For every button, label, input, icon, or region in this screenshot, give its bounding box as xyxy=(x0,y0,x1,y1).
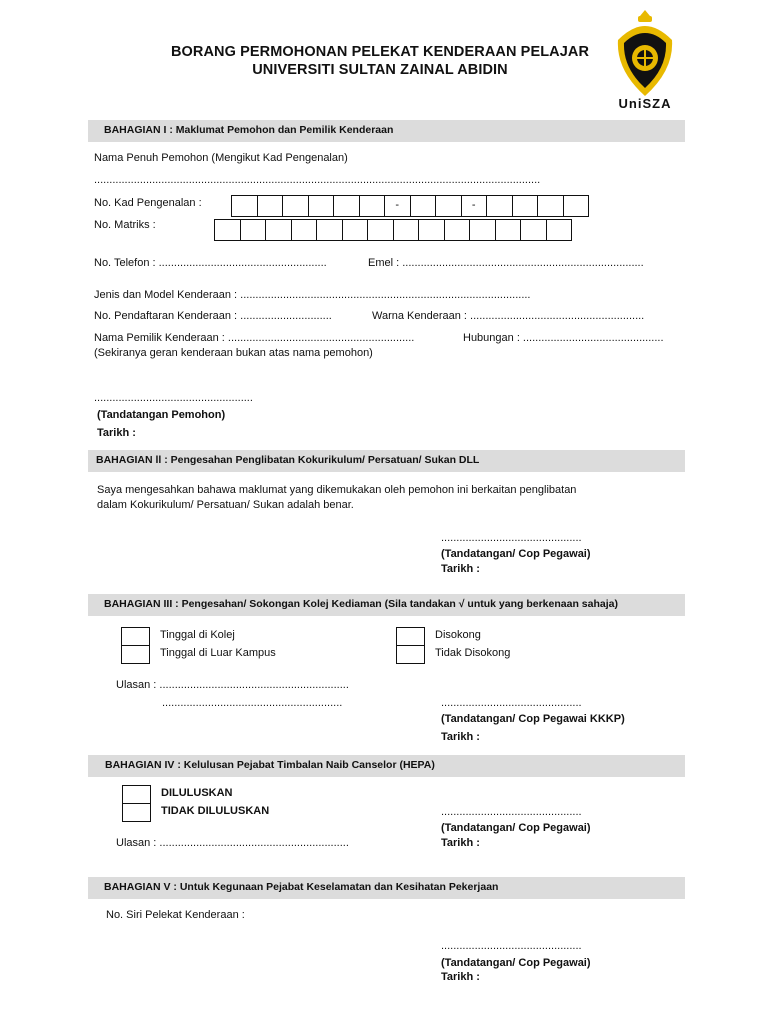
option-not-supported: Tidak Disokong xyxy=(435,647,511,659)
section3-signature-label: (Tandatangan/ Cop Pegawai KKKP) xyxy=(441,713,625,725)
matric-cell[interactable] xyxy=(445,220,471,240)
owner-note: (Sekiranya geran kenderaan bukan atas nama pemohon) xyxy=(94,347,373,359)
section4-remarks-field[interactable]: Ulasan : .............................................................. xyxy=(116,837,349,849)
section2-header xyxy=(88,450,685,472)
matric-cell[interactable] xyxy=(547,220,572,240)
ic-cell[interactable] xyxy=(538,196,564,216)
ic-dash: - xyxy=(385,196,411,216)
rejected-checkbox[interactable] xyxy=(123,804,150,821)
email-field[interactable]: Emel : ............................................................................... xyxy=(368,257,644,269)
ic-cell[interactable] xyxy=(513,196,539,216)
ic-cell[interactable] xyxy=(258,196,284,216)
form-title-line2: UNIVERSITI SULTAN ZAINAL ABIDIN xyxy=(252,62,508,78)
section3-remarks-line2[interactable]: ........................................................... xyxy=(162,697,343,709)
section3-signature-line[interactable]: .............................................. xyxy=(441,697,582,709)
section4-header xyxy=(88,755,685,777)
registration-field[interactable]: No. Pendaftaran Kenderaan : .............................. xyxy=(94,310,332,322)
ic-cell[interactable] xyxy=(334,196,360,216)
matric-cell[interactable] xyxy=(368,220,394,240)
matric-cell[interactable] xyxy=(496,220,522,240)
sticker-serial-label: No. Siri Pelekat Kenderaan : xyxy=(106,909,245,921)
section4-heading: BAHAGIAN IV : Kelulusan Pejabat Timbalan Naib Canselor (HEPA) xyxy=(105,759,435,771)
section3-heading: BAHAGIAN III : Pengesahan/ Sokongan Kolej Kediaman (Sila tandakan √ untuk yang berkenaan sahaja) xyxy=(104,598,618,610)
support-checkbox-group xyxy=(396,627,425,664)
matric-cell[interactable] xyxy=(419,220,445,240)
ic-cell[interactable] xyxy=(487,196,513,216)
ic-cell[interactable] xyxy=(309,196,335,216)
section2-signature-label: (Tandatangan/ Cop Pegawai) xyxy=(441,548,591,560)
option-rejected: TIDAK DILULUSKAN xyxy=(161,805,270,817)
colour-field[interactable]: Warna Kenderaan : ......................................................... xyxy=(372,310,645,322)
option-approved: DILULUSKAN xyxy=(161,787,233,799)
matric-number-grid[interactable] xyxy=(214,219,572,241)
option-supported: Disokong xyxy=(435,629,481,641)
option-outside-campus: Tinggal di Luar Kampus xyxy=(160,647,276,659)
full-name-field[interactable]: .................................................................................................................................................. xyxy=(94,174,541,186)
form-title-line1: BORANG PERMOHONAN PELEKAT KENDERAAN PELAJAR xyxy=(170,44,590,60)
applicant-date-label: Tarikh : xyxy=(97,427,136,439)
section2-heading: BAHAGIAN ll : Pengesahan Penglibatan Kokurikulum/ Persatuan/ Sukan DLL xyxy=(96,454,480,466)
approval-checkbox-group xyxy=(122,785,151,822)
matric-cell[interactable] xyxy=(470,220,496,240)
section5-signature-label: (Tandatangan/ Cop Pegawai) xyxy=(441,957,591,969)
section4-signature-line[interactable]: .............................................. xyxy=(441,806,582,818)
section1-heading: BAHAGIAN I : Maklumat Pemohon dan Pemilik Kenderaan xyxy=(104,124,394,136)
section5-header xyxy=(88,877,685,899)
college-checkbox[interactable] xyxy=(122,628,149,646)
option-college: Tinggal di Kolej xyxy=(160,629,235,641)
outside-campus-checkbox[interactable] xyxy=(122,646,149,663)
section4-date-label: Tarikh : xyxy=(441,837,480,849)
section5-date-label: Tarikh : xyxy=(441,971,480,983)
ic-dash: - xyxy=(462,196,488,216)
matric-cell[interactable] xyxy=(343,220,369,240)
matric-cell[interactable] xyxy=(292,220,318,240)
matric-cell[interactable] xyxy=(215,220,241,240)
logo-text: UniSZA xyxy=(618,96,672,111)
section2-statement-line1: Saya mengesahkan bahawa maklumat yang dikemukakan oleh pemohon ini berkaitan penglibatan xyxy=(97,484,577,496)
relationship-field[interactable]: Hubungan : .............................................. xyxy=(463,332,664,344)
section5-heading: BAHAGIAN V : Untuk Kegunaan Pejabat Keselamatan dan Kesihatan Pekerjaan xyxy=(104,881,499,893)
not-supported-checkbox[interactable] xyxy=(397,646,424,663)
phone-field[interactable]: No. Telefon : ....................................................... xyxy=(94,257,327,269)
ic-label: No. Kad Pengenalan : xyxy=(94,197,202,209)
matric-label: No. Matriks : xyxy=(94,219,156,231)
applicant-signature-line[interactable]: .................................................... xyxy=(94,392,253,404)
section2-signature-line[interactable]: .............................................. xyxy=(441,532,582,544)
section3-date-label: Tarikh : xyxy=(441,731,480,743)
ic-cell[interactable] xyxy=(564,196,589,216)
ic-cell[interactable] xyxy=(360,196,386,216)
matric-cell[interactable] xyxy=(394,220,420,240)
unisza-logo xyxy=(610,10,680,114)
section5-signature-line[interactable]: .............................................. xyxy=(441,940,582,952)
residence-checkbox-group xyxy=(121,627,150,664)
matric-cell[interactable] xyxy=(266,220,292,240)
ic-cell[interactable] xyxy=(411,196,437,216)
section2-statement-line2: dalam Kokurikulum/ Persatuan/ Sukan adalah benar. xyxy=(97,499,354,511)
ic-cell[interactable] xyxy=(232,196,258,216)
approved-checkbox[interactable] xyxy=(123,786,150,804)
matric-cell[interactable] xyxy=(241,220,267,240)
ic-number-grid[interactable] xyxy=(231,195,589,217)
matric-cell[interactable] xyxy=(521,220,547,240)
section3-header xyxy=(88,594,685,616)
owner-name-field[interactable]: Nama Pemilik Kenderaan : ............................................................. xyxy=(94,332,415,344)
matric-cell[interactable] xyxy=(317,220,343,240)
ic-cell[interactable] xyxy=(436,196,462,216)
ic-cell[interactable] xyxy=(283,196,309,216)
supported-checkbox[interactable] xyxy=(397,628,424,646)
section2-date-label: Tarikh : xyxy=(441,563,480,575)
section3-remarks-field[interactable]: Ulasan : .............................................................. xyxy=(116,679,349,691)
applicant-signature-label: (Tandatangan Pemohon) xyxy=(97,409,226,421)
section4-signature-label: (Tandatangan/ Cop Pegawai) xyxy=(441,822,591,834)
full-name-label: Nama Penuh Pemohon (Mengikut Kad Pengenalan) xyxy=(94,152,348,164)
vehicle-model-field[interactable]: Jenis dan Model Kenderaan : ............................................................................................... xyxy=(94,289,531,301)
section1-header xyxy=(88,120,685,142)
